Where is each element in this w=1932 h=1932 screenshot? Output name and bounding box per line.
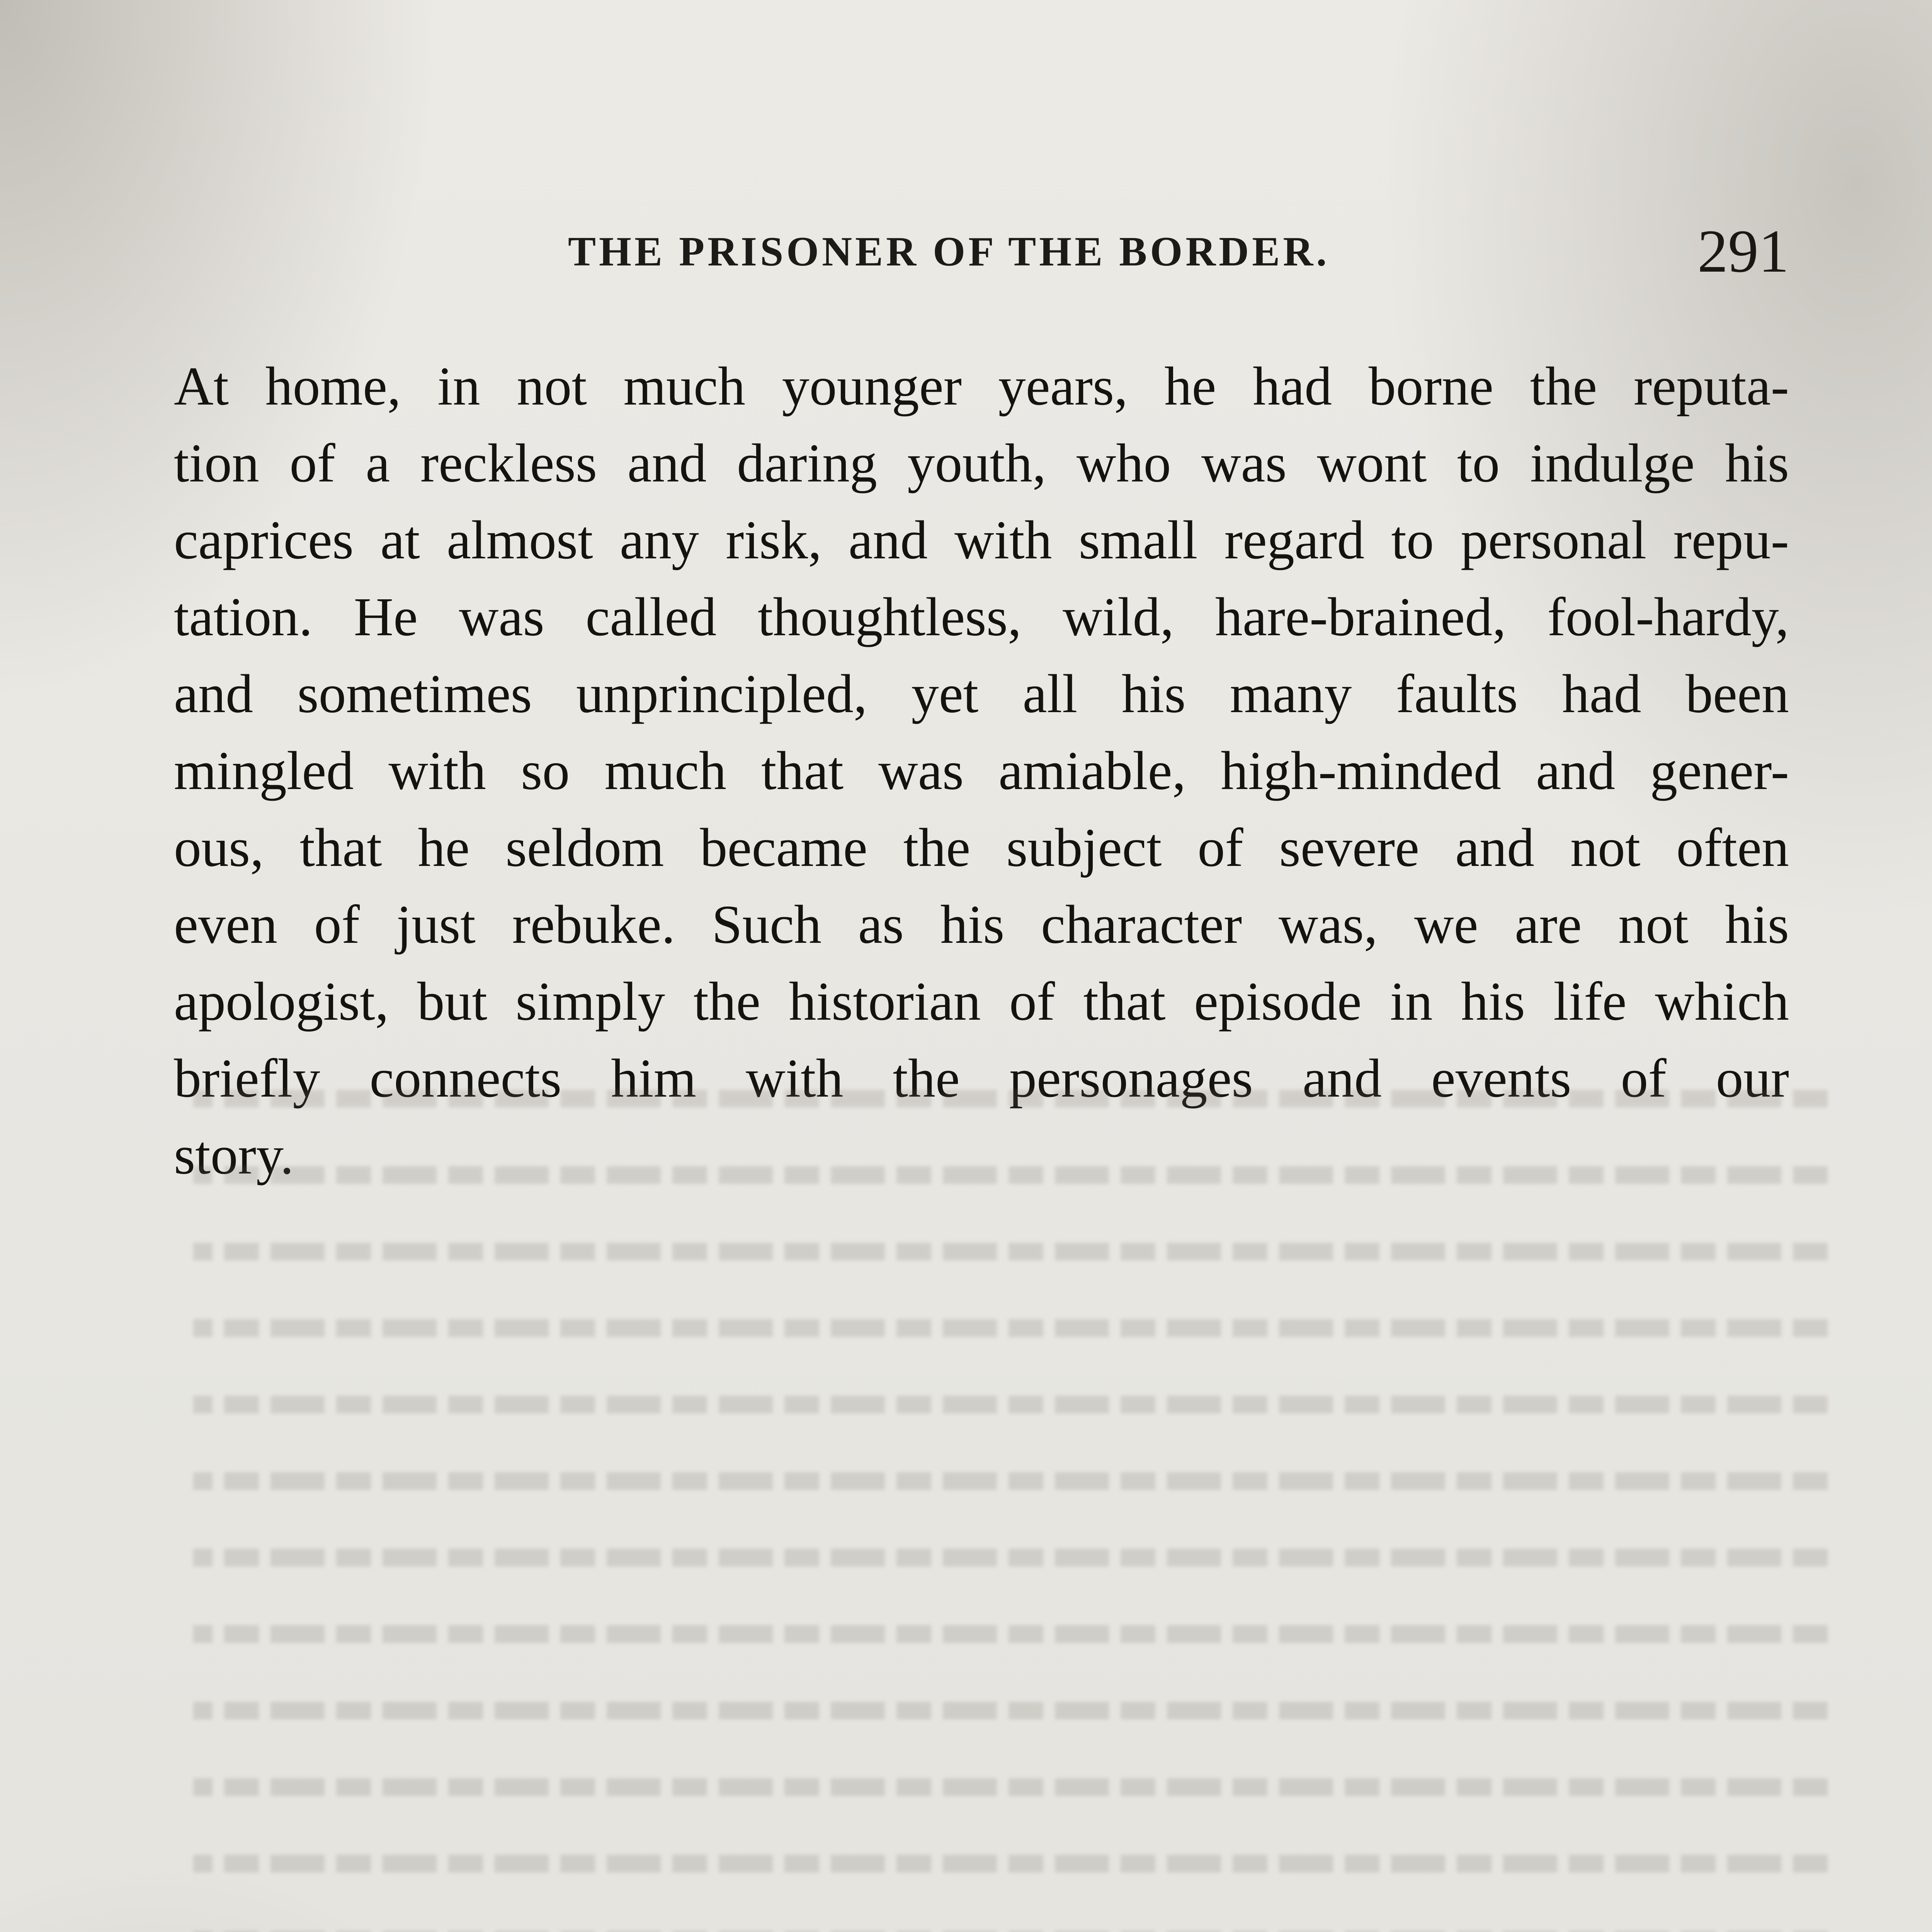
text-line: apologist, but simply the historian of that episode in his life which (174, 971, 1789, 1032)
show-through-text (193, 1090, 1828, 1932)
page-number: 291 (1697, 218, 1789, 285)
text-line: tation. He was called thoughtless, wild, hare-brained, fool-hardy, (174, 586, 1789, 647)
text-line: tion of a reckless and daring youth, who was wont to indulge his (174, 432, 1789, 493)
text-line: At home, in not much younger years, he had borne the reputa- (174, 355, 1789, 417)
text-line: ous, that he seldom became the subject of severe and not often (174, 817, 1789, 878)
body-paragraph (174, 348, 1789, 1194)
text-line: story. (174, 1124, 294, 1185)
text-line: briefly connects him with the personages and events of our (174, 1048, 1789, 1109)
text-line: mingled with so much that was amiable, high-minded and gener- (174, 740, 1789, 801)
text-line: and sometimes unprincipled, yet all his many faults had been (174, 663, 1789, 724)
text-line: even of just rebuke. Such as his character was, we are not his (174, 894, 1789, 955)
text-line: caprices at almost any risk, and with small regard to personal repu- (174, 509, 1789, 570)
page-header (174, 216, 1789, 285)
running-head: THE PRISONER OF THE BORDER. (568, 229, 1330, 275)
